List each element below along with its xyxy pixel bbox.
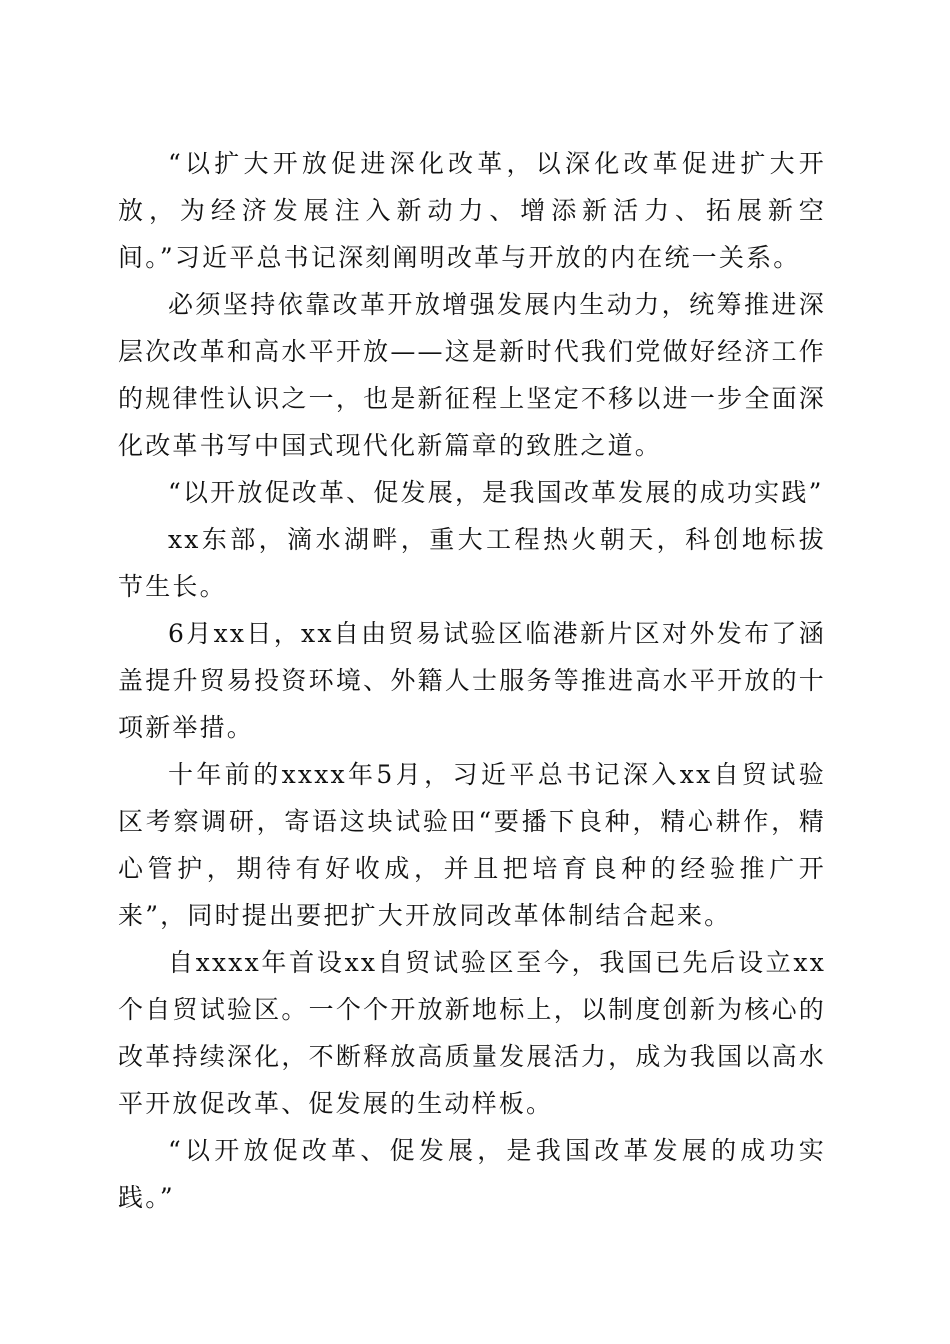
paragraph-5: 十年前的xxxx年5月，习近平总书记深入xx自贸试验区考察调研，寄语这块试验田“要播下良种，精心耕作，精心管护，期待有好收成，并且把培育良种的经验推广开来”，同时提出要把扩大开放同改革体制结合起来。 xyxy=(118,760,826,930)
paragraph-6: 自xxxx年首设xx自贸试验区至今，我国已先后设立xx个自贸试验区。一个个开放新地标上，以制度创新为核心的改革持续深化，不断释放高质量发展活力，成为我国以高水平开放促改革、促发展的生动样板。 xyxy=(118,948,826,1118)
paragraph-4: 6月xx日，xx自由贸易试验区临港新片区对外发布了涵盖提升贸易投资环境、外籍人士服务等推进高水平开放的十项新举措。 xyxy=(118,619,826,742)
closing-quote: “以开放促改革、促发展，是我国改革发展的成功实践。” xyxy=(118,1136,826,1212)
document-body xyxy=(118,140,826,1221)
paragraph-3: xx东部，滴水湖畔，重大工程热火朝天，科创地标拔节生长。 xyxy=(118,525,826,601)
paragraph-1: “以扩大开放促进深化改革，以深化改革促进扩大开放，为经济发展注入新动力、增添新活力、拓展新空间。”习近平总书记深刻阐明改革与开放的内在统一关系。 xyxy=(118,149,826,272)
section-heading: “以开放促改革、促发展，是我国改革发展的成功实践” xyxy=(168,478,824,507)
paragraph-2: 必须坚持依靠改革开放增强发展内生动力，统筹推进深层次改革和高水平开放——这是新时代我们党做好经济工作的规律性认识之一，也是新征程上坚定不移以进一步全面深化改革书写中国式现代化新篇章的致胜之道。 xyxy=(118,290,826,460)
